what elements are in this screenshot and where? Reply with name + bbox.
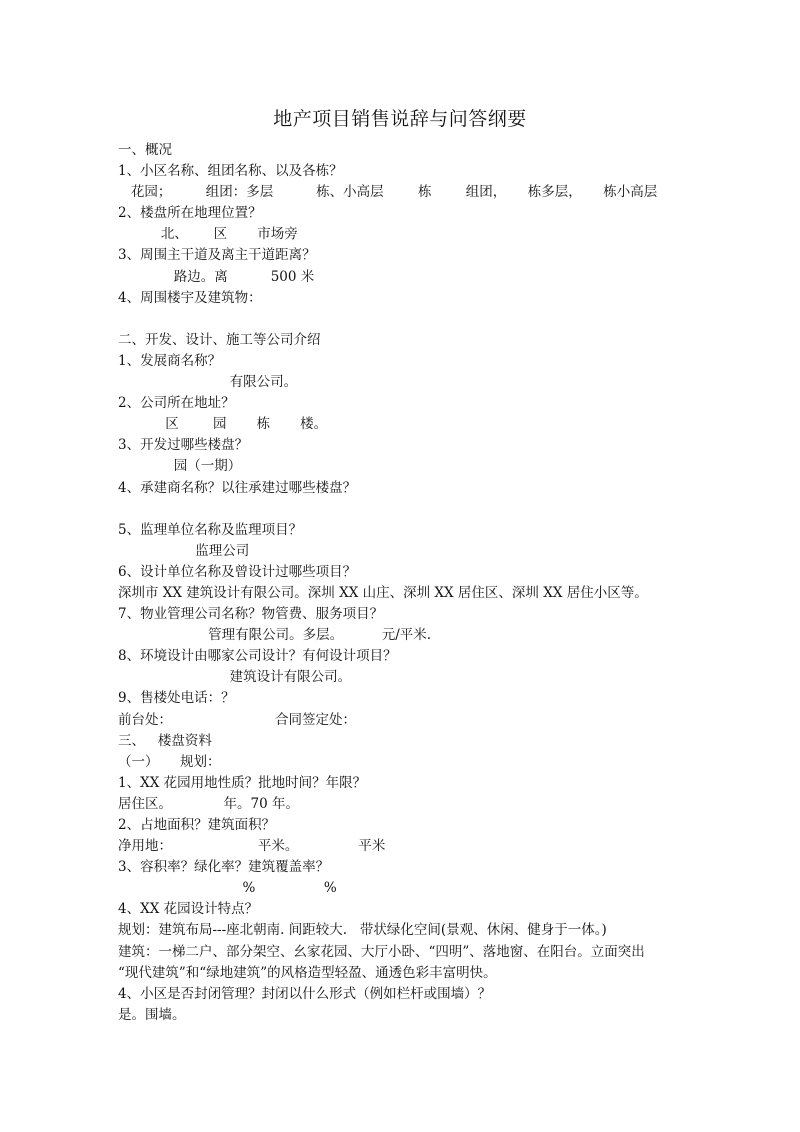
blank-line [118,499,698,520]
answer-line: 园（一期） [118,458,242,475]
question-line: 2、公司所在地址？ [118,395,235,412]
answer-line: 净用地： 平米。 平米 [118,838,386,855]
subsection-heading: （一） 规划： [118,753,221,770]
answer-line: 规划：建筑布局---座北朝南. 间距较大. 带状绿化空间(景观、休闲、健身于一体。) [118,922,607,939]
question-line: 4、XX 花园设计特点？ [118,901,259,918]
question-line: 4、周围楼宇及建筑物： [118,289,262,306]
question-line: 3、开发过哪些楼盘？ [118,437,249,454]
question-line: 3、周围主干道及离主干道距离？ [118,247,316,264]
answer-line: 建筑设计有限公司。 [118,669,352,686]
answer-line: 有限公司。 [118,374,298,391]
answer-line: % % [118,880,337,897]
question-line: 4、承建商名称？以往承建过哪些楼盘？ [118,479,357,496]
answer-line: 是。围墙。 [118,1006,186,1023]
question-line: 1、小区名称、组团名称、以及各栋？ [118,163,343,180]
document-title: 地产项目销售说辞与问答纲要 [273,108,527,130]
answer-line: 管理有限公司。多层。 元/平米. [118,627,432,644]
question-line: 8、环境设计由哪家公司设计？有何设计项目？ [118,648,397,665]
question-line: 6、设计单位名称及曾设计过哪些项目？ [118,563,357,580]
answer-line: 居住区。 年。70 年。 [118,795,299,812]
question-line: 5、监理单位名称及监理项目？ [118,521,303,538]
answer-line: 花园； 组团：多层 栋、小高层 栋 组团， 栋多层， 栋小高层 [118,184,658,201]
question-line: 9、售楼处电话：？ [118,690,235,707]
section-heading: 一、概况 [118,142,172,158]
question-line: 7、物业管理公司名称？物管费、服务项目？ [118,606,384,623]
answer-line: 监理公司 [118,542,250,559]
section-heading: 二、开发、设计、施工等公司介绍 [118,331,321,348]
answer-line: 建筑：一梯二户、部分架空、幺家花园、大厅小卧、“四明”、落地窗、在阳台。立面突出 [118,943,645,960]
answer-line: “现代建筑”和“绿地建筑”的风格造型轻盈、通透色彩丰富明快。 [118,964,497,981]
question-line: 3、容积率？绿化率？建筑覆盖率？ [118,859,330,876]
answer-line: 深圳市 XX 建筑设计有限公司。深圳 XX 山庄、深圳 XX 居住区、深圳 XX 居住小区等。 [118,584,648,601]
question-line: 2、楼盘所在地理位置？ [118,205,262,222]
section-heading: 三、 楼盘资料 [118,732,212,749]
answer-line: 路边。离 500 米 [118,268,315,285]
question-line: 2、占地面积？建筑面积？ [118,817,276,833]
question-line: 1、发展商名称？ [118,352,222,369]
question-line: 4、小区是否封闭管理？封闭以什么形式（例如栏杆或围墙）？ [118,985,492,1002]
answer-line: 前台处： 合同签定处： [118,711,356,728]
answer-line: 区 园 栋 楼。 [118,416,328,433]
answer-line: 北、 区 市场旁 [118,226,298,243]
document-body [118,140,698,1026]
question-line: 1、XX 花园用地性质？批地时间？年限？ [118,774,367,791]
blank-line [118,309,698,330]
